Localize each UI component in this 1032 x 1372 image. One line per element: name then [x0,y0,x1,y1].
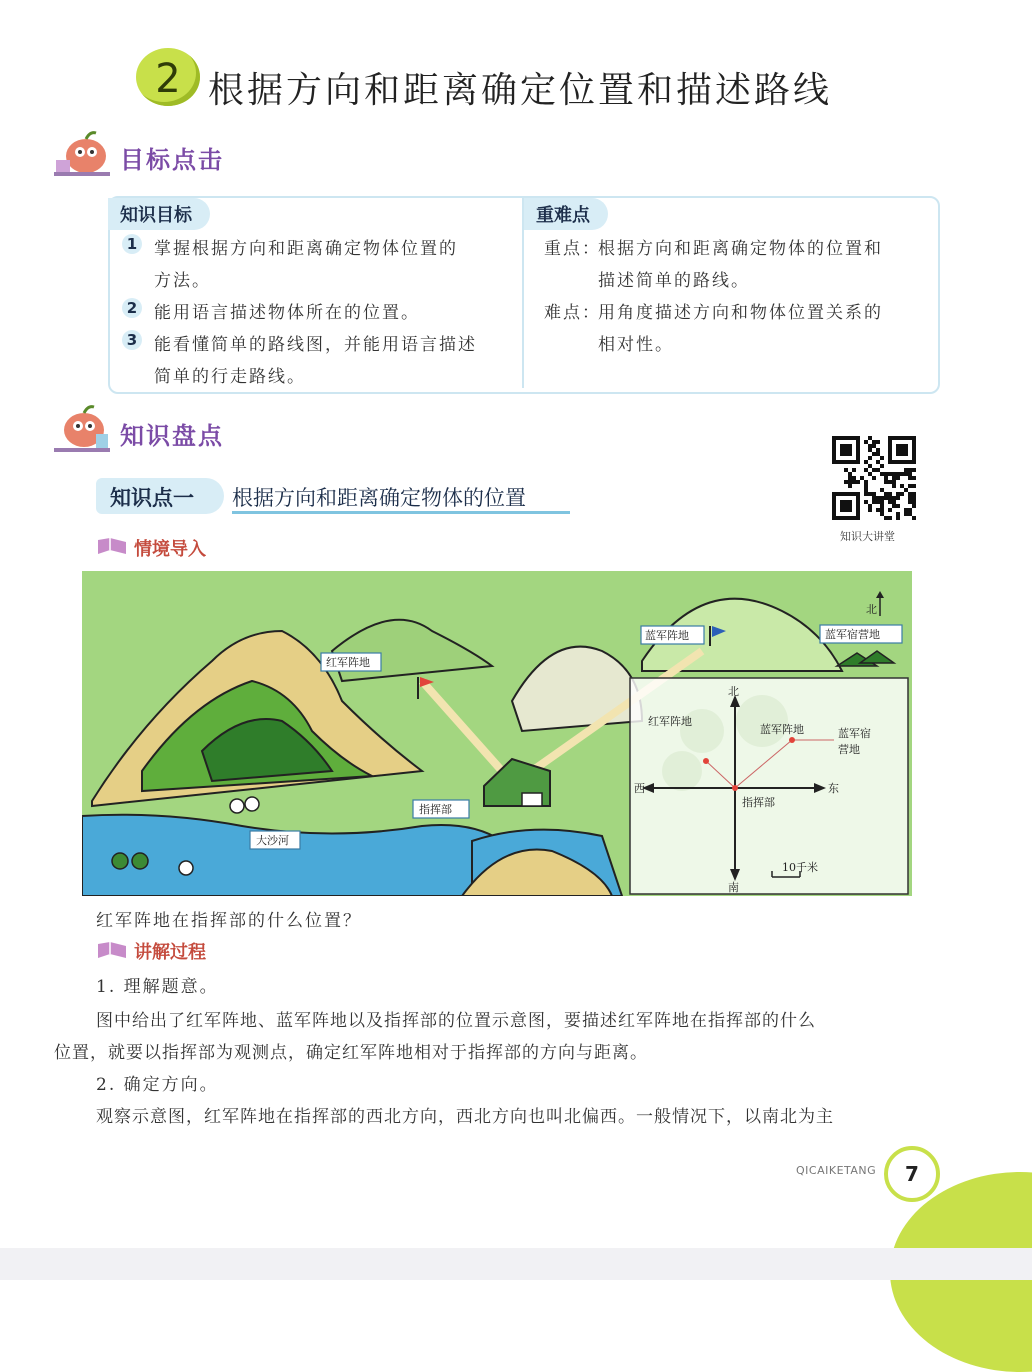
apple-mascot-icon [52,130,112,178]
page-number: 7 [905,1162,919,1186]
goal-num-3: 3 [122,330,142,350]
knowledge-point-label: 知识点一 [110,486,194,510]
chapter-number: 2 [155,56,181,102]
para1-line1: 图中给出了红军阵地、蓝军阵地以及指挥部的位置示意图，要描述红军阵地在指挥部的什么 [96,1011,816,1031]
inset-blue-base-label: 蓝军阵地 [760,723,804,736]
knowledge-goal-tag: 知识目标 [108,198,210,230]
inset-red-base-label: 红军阵地 [648,715,692,728]
inset-west-label: 西 [634,782,645,795]
para1-line2: 位置，就要以指挥部为观测点，确定红军阵地相对于指挥部的方向与距离。 [54,1043,648,1063]
section-inventory-heading: 知识盘点 [120,422,224,450]
knowledge-point-underline [232,511,570,514]
goal-1-line1: 掌握根据方向和距离确定物体位置的 [154,239,458,259]
inset-scale-label: 10千米 [782,861,818,874]
map-illustration [82,571,912,896]
goal-1-line2: 方法。 [154,271,211,291]
book-icon [96,536,128,556]
inset-blue-camp-label-2: 营地 [838,743,860,756]
bottom-bar [0,1248,1032,1280]
map-blue-base-label: 蓝军阵地 [645,629,689,642]
map-north-label: 北 [866,603,877,616]
inset-north-label: 北 [728,685,739,698]
goal-num-2: 2 [122,298,142,318]
step2-text: 2. 确定方向。 [96,1075,219,1095]
explain-tag: 讲解过程 [134,942,206,963]
intro-tag: 情境导入 [134,539,206,560]
goal-3-line2: 简单的行走路线。 [154,367,306,387]
key-difficult-tag: 重难点 [524,198,608,230]
question-text: 红军阵地在指挥部的什么位置？ [96,911,362,931]
publisher-name: QICAIKETANG [796,1164,877,1177]
goal-2-line1: 能用语言描述物体所在的位置。 [154,303,420,323]
qr-code-icon[interactable] [830,434,920,522]
key-point-label: 重点： [544,239,601,259]
inset-blue-camp-label-1: 蓝军宿 [838,727,871,740]
map-river-label: 大沙河 [256,834,289,847]
goal-3-line1: 能看懂简单的路线图，并能用语言描述 [154,335,477,355]
qr-caption: 知识大讲堂 [840,530,895,543]
knowledge-point-title: 根据方向和距离确定物体的位置 [232,486,526,510]
map-blue-camp-label: 蓝军宿营地 [825,628,880,641]
difficult-line1: 用角度描述方向和物体位置关系的 [598,303,883,323]
key-point-line2: 描述简单的路线。 [598,271,750,291]
apple-reading-mascot-icon [52,404,112,454]
map-red-base-label: 红军阵地 [326,656,370,669]
para2-line1: 观察示意图，红军阵地在指挥部的西北方向，西北方向也叫北偏西。一般情况下，以南北为主 [96,1107,834,1127]
key-point-line1: 根据方向和距离确定物体的位置和 [598,239,883,259]
difficult-label: 难点： [544,303,601,323]
inset-south-label: 南 [728,881,739,894]
book-icon-2 [96,940,128,960]
section-goals-heading: 目标点击 [120,146,224,174]
chapter-title: 根据方向和距离确定位置和描述路线 [208,70,833,111]
goal-num-1: 1 [122,234,142,254]
inset-compass-diagram [630,678,908,894]
difficult-line2: 相对性。 [598,335,674,355]
step1-text: 1. 理解题意。 [96,977,219,997]
inset-east-label: 东 [828,782,839,795]
inset-command-label: 指挥部 [742,796,775,809]
map-command-label: 指挥部 [419,803,452,816]
